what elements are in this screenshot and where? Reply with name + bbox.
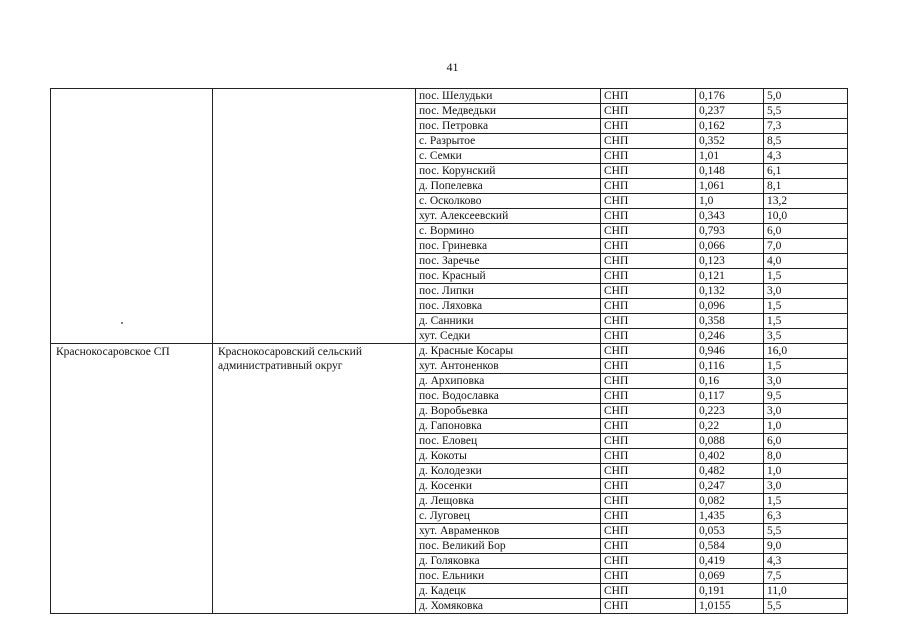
area-cell: 0,176	[696, 89, 764, 104]
distance-cell: 8,5	[764, 134, 848, 149]
area-cell: 0,117	[696, 389, 764, 404]
distance-cell: 1,0	[764, 419, 848, 434]
area-cell: 0,123	[696, 254, 764, 269]
locality-name-cell: д. Санники	[416, 314, 601, 329]
area-cell: 0,793	[696, 224, 764, 239]
locality-name-cell: д. Попелевка	[416, 179, 601, 194]
type-cell: СНП	[601, 104, 696, 119]
type-cell: СНП	[601, 404, 696, 419]
type-cell: СНП	[601, 299, 696, 314]
area-cell: 0,088	[696, 434, 764, 449]
type-cell: СНП	[601, 374, 696, 389]
type-cell: СНП	[601, 119, 696, 134]
settlements-table	[50, 88, 848, 614]
distance-cell: 7,3	[764, 119, 848, 134]
area-cell: 0,584	[696, 539, 764, 554]
district-cell: Краснокосаровский сельский административный округ	[213, 344, 416, 614]
type-cell: СНП	[601, 134, 696, 149]
distance-cell: 1,5	[764, 269, 848, 284]
distance-cell: 3,0	[764, 374, 848, 389]
locality-name-cell: с. Семки	[416, 149, 601, 164]
type-cell: СНП	[601, 539, 696, 554]
type-cell: СНП	[601, 269, 696, 284]
distance-cell: 3,0	[764, 404, 848, 419]
type-cell: СНП	[601, 524, 696, 539]
distance-cell: 4,3	[764, 149, 848, 164]
type-cell: СНП	[601, 314, 696, 329]
area-cell: 0,343	[696, 209, 764, 224]
type-cell: СНП	[601, 239, 696, 254]
distance-cell: 5,5	[764, 599, 848, 614]
distance-cell: 9,0	[764, 539, 848, 554]
locality-name-cell: пос. Еловец	[416, 434, 601, 449]
locality-name-cell: хут. Авраменков	[416, 524, 601, 539]
type-cell: СНП	[601, 554, 696, 569]
type-cell: СНП	[601, 434, 696, 449]
distance-cell: 3,5	[764, 329, 848, 344]
type-cell: СНП	[601, 494, 696, 509]
area-cell: 0,402	[696, 449, 764, 464]
type-cell: СНП	[601, 164, 696, 179]
area-cell: 0,247	[696, 479, 764, 494]
locality-name-cell: д. Голяковка	[416, 554, 601, 569]
table-body	[51, 89, 848, 614]
type-cell: СНП	[601, 569, 696, 584]
type-cell: СНП	[601, 389, 696, 404]
locality-name-cell: д. Кадецк	[416, 584, 601, 599]
page-number: 41	[446, 60, 459, 74]
locality-name-cell: д. Хомяковка	[416, 599, 601, 614]
area-cell: 0,069	[696, 569, 764, 584]
distance-cell: 6,1	[764, 164, 848, 179]
type-cell: СНП	[601, 194, 696, 209]
locality-name-cell: пос. Гриневка	[416, 239, 601, 254]
distance-cell: 6,0	[764, 434, 848, 449]
distance-cell: 7,5	[764, 569, 848, 584]
locality-name-cell: с. Осколково	[416, 194, 601, 209]
area-cell: 0,16	[696, 374, 764, 389]
type-cell: СНП	[601, 224, 696, 239]
area-cell: 0,946	[696, 344, 764, 359]
distance-cell: 5,5	[764, 524, 848, 539]
locality-name-cell: пос. Липки	[416, 284, 601, 299]
area-cell: 1,0155	[696, 599, 764, 614]
area-cell: 0,237	[696, 104, 764, 119]
area-cell: 0,121	[696, 269, 764, 284]
area-cell: 1,0	[696, 194, 764, 209]
area-cell: 0,116	[696, 359, 764, 374]
locality-name-cell: пос. Корунский	[416, 164, 601, 179]
type-cell: СНП	[601, 419, 696, 434]
locality-name-cell: пос. Шелудьки	[416, 89, 601, 104]
locality-name-cell: хут. Алексеевский	[416, 209, 601, 224]
type-cell: СНП	[601, 509, 696, 524]
type-cell: СНП	[601, 344, 696, 359]
locality-name-cell: пос. Водославка	[416, 389, 601, 404]
area-cell: 0,132	[696, 284, 764, 299]
type-cell: СНП	[601, 329, 696, 344]
distance-cell: 1,5	[764, 494, 848, 509]
locality-name-cell: д. Лещовка	[416, 494, 601, 509]
distance-cell: 5,5	[764, 104, 848, 119]
locality-name-cell: пос. Ляховка	[416, 299, 601, 314]
settlement-cell: Краснокосаровское СП	[51, 344, 213, 614]
area-cell: 1,061	[696, 179, 764, 194]
type-cell: СНП	[601, 149, 696, 164]
area-cell: 0,066	[696, 239, 764, 254]
locality-name-cell: пос. Заречье	[416, 254, 601, 269]
distance-cell: 4,0	[764, 254, 848, 269]
distance-cell: 8,0	[764, 449, 848, 464]
type-cell: СНП	[601, 254, 696, 269]
locality-name-cell: д. Воробьевка	[416, 404, 601, 419]
distance-cell: 9,5	[764, 389, 848, 404]
district-cell	[213, 89, 416, 344]
area-cell: 0,162	[696, 119, 764, 134]
locality-name-cell: д. Косенки	[416, 479, 601, 494]
locality-name-cell: д. Архиповка	[416, 374, 601, 389]
distance-cell: 4,3	[764, 554, 848, 569]
area-cell: 0,482	[696, 464, 764, 479]
type-cell: СНП	[601, 284, 696, 299]
locality-name-cell: с. Вормино	[416, 224, 601, 239]
table-row	[51, 89, 848, 104]
locality-name-cell: д. Красные Косары	[416, 344, 601, 359]
locality-name-cell: д. Гапоновка	[416, 419, 601, 434]
area-cell: 1,435	[696, 509, 764, 524]
distance-cell: 1,5	[764, 299, 848, 314]
locality-name-cell: д. Колодезки	[416, 464, 601, 479]
distance-cell: 5,0	[764, 89, 848, 104]
locality-name-cell: пос. Петровка	[416, 119, 601, 134]
distance-cell: 3,0	[764, 284, 848, 299]
type-cell: СНП	[601, 179, 696, 194]
distance-cell: 3,0	[764, 479, 848, 494]
type-cell: СНП	[601, 584, 696, 599]
area-cell: 0,419	[696, 554, 764, 569]
type-cell: СНП	[601, 359, 696, 374]
distance-cell: 11,0	[764, 584, 848, 599]
settlement-cell	[51, 89, 213, 344]
distance-cell: 1,0	[764, 464, 848, 479]
distance-cell: 7,0	[764, 239, 848, 254]
distance-cell: 8,1	[764, 179, 848, 194]
area-cell: 0,223	[696, 404, 764, 419]
distance-cell: 10,0	[764, 209, 848, 224]
distance-cell: 1,5	[764, 314, 848, 329]
area-cell: 0,148	[696, 164, 764, 179]
area-cell: 1,01	[696, 149, 764, 164]
area-cell: 0,096	[696, 299, 764, 314]
type-cell: СНП	[601, 449, 696, 464]
area-cell: 0,358	[696, 314, 764, 329]
area-cell: 0,246	[696, 329, 764, 344]
type-cell: СНП	[601, 209, 696, 224]
type-cell: СНП	[601, 464, 696, 479]
locality-name-cell: д. Кокоты	[416, 449, 601, 464]
area-cell: 0,191	[696, 584, 764, 599]
type-cell: СНП	[601, 89, 696, 104]
distance-cell: 16,0	[764, 344, 848, 359]
locality-name-cell: хут. Антоненков	[416, 359, 601, 374]
locality-name-cell: пос. Великий Бор	[416, 539, 601, 554]
distance-cell: 13,2	[764, 194, 848, 209]
locality-name-cell: пос. Красный	[416, 269, 601, 284]
locality-name-cell: хут. Седки	[416, 329, 601, 344]
distance-cell: 6,0	[764, 224, 848, 239]
distance-cell: 6,3	[764, 509, 848, 524]
area-cell: 0,22	[696, 419, 764, 434]
scan-speck	[121, 322, 123, 324]
locality-name-cell: пос. Медведьки	[416, 104, 601, 119]
locality-name-cell: пос. Ельники	[416, 569, 601, 584]
type-cell: СНП	[601, 599, 696, 614]
type-cell: СНП	[601, 479, 696, 494]
area-cell: 0,053	[696, 524, 764, 539]
locality-name-cell: с. Луговец	[416, 509, 601, 524]
distance-cell: 1,5	[764, 359, 848, 374]
table-row	[51, 344, 848, 359]
area-cell: 0,082	[696, 494, 764, 509]
locality-name-cell: с. Разрытое	[416, 134, 601, 149]
area-cell: 0,352	[696, 134, 764, 149]
